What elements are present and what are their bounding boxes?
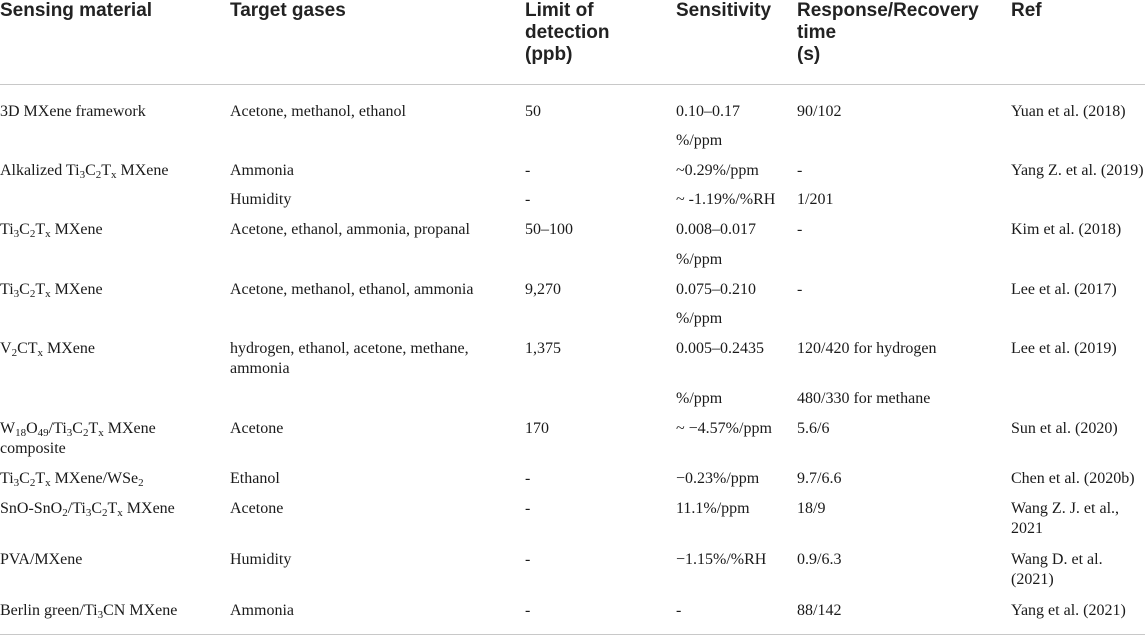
cell-sensitivity: 0.008–0.017 bbox=[676, 221, 756, 238]
header-response-recovery: Response/Recovery time (s) bbox=[797, 0, 979, 65]
cell-ref: Wang Z. J. et al., 2021 bbox=[1011, 500, 1120, 537]
header-target-gases: Target gases bbox=[230, 0, 346, 21]
cell-material: $W_{18}O_{49}/Ti_3C_2T_x$ MXene composite bbox=[0, 420, 156, 457]
cell-lod: - bbox=[525, 551, 531, 568]
cell-target: Ethanol bbox=[230, 470, 280, 487]
cell-lod: - bbox=[525, 470, 531, 487]
cell-target: hydrogen, ethanol, acetone, methane, ammonia bbox=[230, 340, 469, 377]
cell-sensitivity-unit: %/ppm bbox=[676, 310, 723, 327]
cell-target: Humidity bbox=[230, 191, 292, 208]
cell-sensitivity-unit: %/ppm bbox=[676, 251, 723, 268]
cell-target: Ammonia bbox=[230, 162, 294, 179]
cell-lod: - bbox=[525, 500, 531, 517]
cell-ref: Yang et al. (2021) bbox=[1011, 602, 1126, 619]
cell-material: Berlin green/$Ti_3CN$ MXene bbox=[0, 602, 178, 621]
header-ref: Ref bbox=[1011, 0, 1042, 21]
cell-sensitivity-unit: %/ppm bbox=[676, 390, 723, 407]
cell-ref: Yang Z. et al. (2019) bbox=[1011, 162, 1144, 179]
cell-target: Acetone, methanol, ethanol, ammonia bbox=[230, 281, 474, 298]
cell-ref: Wang D. et al. (2021) bbox=[1011, 551, 1103, 588]
cell-ref: Chen et al. (2020b) bbox=[1011, 470, 1135, 487]
cell-response: - bbox=[797, 162, 803, 179]
cell-lod: - bbox=[525, 602, 531, 619]
cell-sensitivity: ~0.29%/ppm bbox=[676, 162, 759, 179]
cell-sensitivity: ~ −4.57%/ppm bbox=[676, 420, 772, 437]
cell-material: $Ti_3C_2T_x$ MXene bbox=[0, 221, 103, 240]
cell-ref: Lee et al. (2017) bbox=[1011, 281, 1117, 298]
cell-sensitivity: −1.15%/%RH bbox=[676, 551, 767, 568]
cell-material: 3D MXene framework bbox=[0, 103, 146, 120]
cell-target: Ammonia bbox=[230, 602, 294, 619]
cell-lod: 1,375 bbox=[525, 340, 561, 357]
cell-response: 120/420 for hydrogen bbox=[797, 340, 937, 357]
table-header bbox=[0, 0, 1145, 85]
cell-sensitivity: 0.005–0.2435 bbox=[676, 340, 764, 357]
cell-response: 9.7/6.6 bbox=[797, 470, 842, 487]
cell-ref: Yuan et al. (2018) bbox=[1011, 103, 1126, 120]
cell-material: Alkalized $Ti_3C_2T_x$ MXene bbox=[0, 162, 169, 181]
cell-target: Acetone, ethanol, ammonia, propanal bbox=[230, 221, 470, 238]
cell-lod: 170 bbox=[525, 420, 549, 437]
cell-response: 88/142 bbox=[797, 602, 842, 619]
cell-response: 90/102 bbox=[797, 103, 842, 120]
cell-sensitivity: 0.075–0.210 bbox=[676, 281, 756, 298]
cell-response: 5.6/6 bbox=[797, 420, 830, 437]
cell-lod: - bbox=[525, 191, 531, 208]
cell-response: 0.9/6.3 bbox=[797, 551, 842, 568]
header-sensing-material: Sensing material bbox=[0, 0, 153, 21]
cell-response: - bbox=[797, 281, 803, 298]
cell-material: $Ti_3C_2T_x$ MXene/WSe$_2$ bbox=[0, 470, 144, 489]
cell-sensitivity: 11.1%/ppm bbox=[676, 500, 750, 517]
cell-lod: 50 bbox=[525, 103, 541, 120]
cell-material: $V_2CT_x$ MXene bbox=[0, 340, 95, 359]
table-bottom-rule bbox=[0, 634, 1145, 635]
cell-sensitivity: ~ -1.19%/%RH bbox=[676, 191, 776, 208]
cell-lod: 50–100 bbox=[525, 221, 573, 238]
cell-target: Humidity bbox=[230, 551, 292, 568]
cell-target: Acetone bbox=[230, 420, 284, 437]
header-sensitivity: Sensitivity bbox=[676, 0, 772, 21]
cell-ref: Sun et al. (2020) bbox=[1011, 420, 1118, 437]
cell-material: SnO-$SnO_2/Ti_3C_2T_x$ MXene bbox=[0, 500, 175, 519]
cell-sensitivity: 0.10–0.17 bbox=[676, 103, 740, 120]
cell-material: $Ti_3C_2T_x$ MXene bbox=[0, 281, 103, 300]
cell-response: - bbox=[797, 221, 803, 238]
cell-target: Acetone bbox=[230, 500, 284, 517]
cell-response: 18/9 bbox=[797, 500, 826, 517]
cell-lod: - bbox=[525, 162, 531, 179]
cell-sensitivity-unit: %/ppm bbox=[676, 132, 723, 149]
header-limit-of-detection: Limit of detection (ppb) bbox=[525, 0, 610, 65]
cell-ref: Lee et al. (2019) bbox=[1011, 340, 1117, 357]
cell-response-extra: 480/330 for methane bbox=[797, 390, 931, 407]
cell-sensitivity: - bbox=[676, 602, 682, 619]
cell-sensitivity: −0.23%/ppm bbox=[676, 470, 760, 487]
cell-target: Acetone, methanol, ethanol bbox=[230, 103, 406, 120]
cell-response: 1/201 bbox=[797, 191, 834, 208]
cell-ref: Kim et al. (2018) bbox=[1011, 221, 1122, 238]
cell-material: PVA/MXene bbox=[0, 551, 83, 568]
cell-lod: 9,270 bbox=[525, 281, 561, 298]
